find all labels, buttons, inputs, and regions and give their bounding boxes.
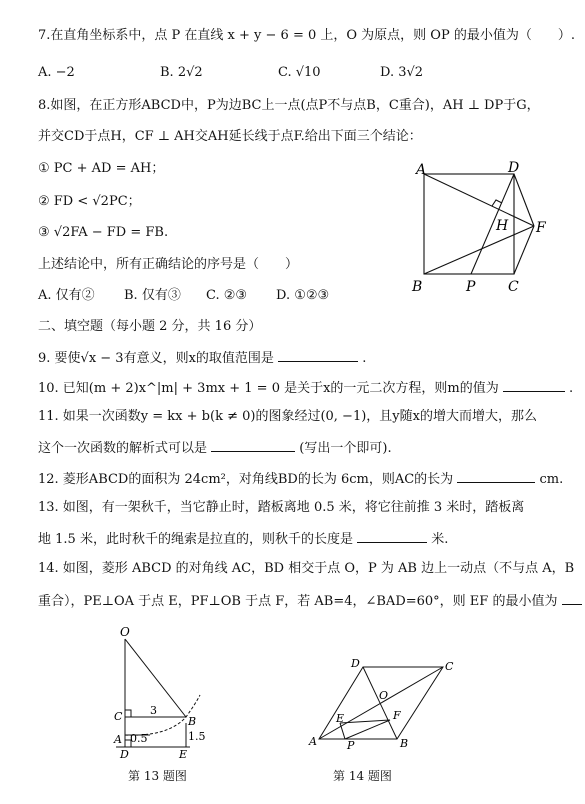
q11-line1: 11. 如果一次函数y = kx + b(k ≠ 0)的图象经过(0, −1)，且y随x的增大而增大，那么 [38, 409, 537, 424]
q8-label-f: F [536, 220, 546, 236]
q13-end: 米. [431, 532, 449, 547]
q9-text [38, 348, 366, 368]
q11-end: (写出一个即可). [299, 441, 392, 456]
q13-figure [108, 625, 218, 760]
q11-stem: 这个一次函数的解析式可以是 [38, 441, 208, 456]
q13-label-0-5: 0.5 [130, 732, 148, 745]
q13-label-d: D [120, 748, 129, 760]
q13-line1: 13. 如图，有一架秋千，当它静止时，踏板离地 0.5 米，将它往前推 3 米时，踏板离 [38, 500, 525, 515]
q8-option-d: D. ①②③ [276, 288, 330, 303]
q8-stem-line2: 并交CD于点H，CF ⊥ AH交AH延长线于点F.给出下面三个结论： [38, 129, 422, 144]
q8-label-c: C [508, 279, 519, 295]
q8-option-a: A. 仅有② [38, 288, 95, 303]
q8-conclusion-2: ② FD < √2PC； [38, 194, 141, 209]
q8-label-p: P [466, 279, 476, 295]
q7-option-a: A. −2 [38, 65, 75, 80]
q13-label-a: A [114, 733, 122, 746]
q13-stem: 地 1.5 米，此时秋千的绳索是拉直的，则秋千的长度是 [38, 532, 353, 547]
q14-label-b: B [400, 737, 409, 750]
q14-label-c: C [445, 660, 454, 673]
q13-answer-blank[interactable] [357, 529, 427, 543]
section-fill-in-title: 二、填空题（每小题 2 分，共 16 分） [38, 319, 262, 334]
q8-label-d: D [508, 160, 520, 176]
q14-line1: 14. 如图，菱形 ABCD 的对角线 AC，BD 相交于点 O，P 为 AB 边上一动点（不与点 A，B [38, 561, 575, 576]
q13-label-c: C [114, 710, 123, 723]
q8-label-h: H [496, 218, 509, 234]
q8-conclusion-1: ① PC + AD = AH； [38, 161, 165, 176]
q10-end: . [569, 381, 574, 396]
q10-stem: 10. 已知(m + 2)x^|m| + 3mx + 1 = 0 是关于x的一元二次方程，则m的值为 [38, 381, 499, 396]
q7-option-c: C. √10 [278, 65, 321, 80]
q14-label-a: A [309, 735, 317, 748]
q14-figure [305, 655, 465, 750]
q12-text [38, 469, 563, 489]
q13-label-b: B [188, 715, 197, 728]
q11-line2 [38, 438, 392, 458]
q7-option-b: B. 2√2 [160, 65, 203, 80]
q13-line2 [38, 529, 448, 549]
q14-figure-caption: 第 14 题图 [333, 769, 392, 783]
q10-answer-blank[interactable] [503, 378, 565, 392]
q14-label-o: O [379, 689, 389, 702]
q12-stem: 12. 菱形ABCD的面积为 24cm²，对角线BD的长为 6cm，则AC的长为 [38, 472, 454, 487]
q14-stem: 重合），PE⊥OA 于点 E，PF⊥OB 于点 F，若 AB=4，∠BAD=60°，则 EF 的最小值为 [38, 594, 558, 609]
q10-text [38, 378, 573, 398]
q14-label-f: F [393, 709, 401, 722]
q14-answer-blank[interactable] [562, 591, 582, 605]
q9-end: . [362, 351, 367, 366]
q8-figure [408, 160, 548, 295]
q8-option-c: C. ②③ [206, 288, 248, 303]
q8-option-b: B. 仅有③ [124, 288, 181, 303]
q11-answer-blank[interactable] [211, 438, 295, 452]
q14-line2 [38, 591, 582, 611]
q8-ask: 上述结论中，所有正确结论的序号是（ ） [38, 257, 299, 272]
q9-answer-blank[interactable] [278, 348, 358, 362]
q8-label-b: B [412, 279, 423, 295]
q8-conclusion-3: ③ √2FA − FD = FB. [38, 225, 169, 240]
q12-answer-blank[interactable] [457, 469, 535, 483]
q9-stem: 9. 要使√x − 3有意义，则x的取值范围是 [38, 351, 274, 366]
q7-stem: 7.在直角坐标系中，点 P 在直线 x + y − 6 = 0 上，O 为原点，则 OP 的最小值为（ ）. [38, 28, 575, 43]
q8-stem-line1: 8.如图，在正方形ABCD中，P为边BC上一点(点P不与点B，C重合)，AH ⊥ DP于G， [38, 98, 540, 113]
q14-label-e: E [336, 712, 345, 725]
q13-label-e: E [179, 748, 188, 760]
q12-unit: cm. [539, 472, 564, 487]
q14-label-d: D [351, 657, 360, 670]
q7-option-d: D. 3√2 [380, 65, 424, 80]
q13-label-1-5: 1.5 [188, 730, 206, 743]
q13-label-o: O [120, 625, 130, 639]
q14-label-p: P [347, 739, 355, 750]
q8-label-a: A [416, 162, 427, 178]
q13-figure-caption: 第 13 题图 [128, 769, 187, 783]
q13-label-3: 3 [150, 704, 157, 717]
